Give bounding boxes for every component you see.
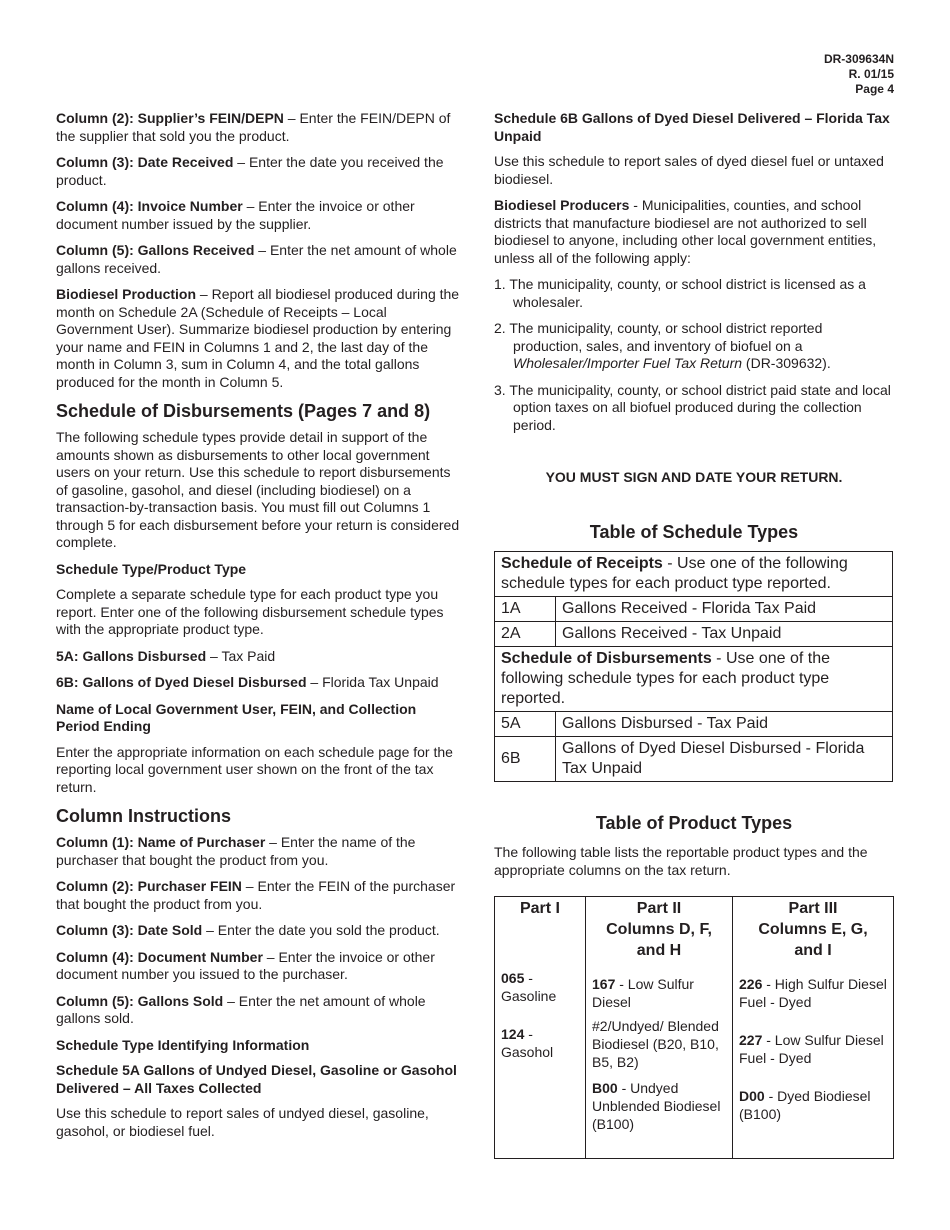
- term: Column (5): Gallons Sold: [56, 992, 224, 1009]
- schedule-6b-use: Use this schedule to report sales of dyed diesel fuel or untaxed biodiesel.: [494, 153, 884, 187]
- product-name: - Gasoline: [501, 970, 557, 1004]
- page-number: Page 4: [855, 82, 894, 96]
- schedule-description: Gallons Received - Florida Tax Paid: [556, 597, 893, 622]
- term: Biodiesel Producers: [494, 197, 630, 213]
- condition-1: 1. The municipality, county, or school district is licensed as a wholesaler.: [494, 276, 866, 310]
- term: Column (2): Supplier’s FEIN/DEPN: [56, 110, 284, 126]
- form-number: DR-309634N: [823, 52, 894, 66]
- text: – Enter the net amount of whole gallons sold.: [56, 992, 426, 1026]
- header-text: Part III: [788, 900, 838, 917]
- schedule-5a-use: Use this schedule to report sales of undyed diesel, gasoline, gasohol, or biodiesel fuel.: [56, 1105, 429, 1139]
- text: 2. The municipality, county, or school district reported production, sales, and inventory of biofuel on a: [494, 320, 823, 354]
- term: 6B: Gallons of Dyed Diesel Disbursed: [56, 674, 307, 690]
- term: Column (4): Invoice Number: [56, 198, 243, 214]
- table-row: [495, 597, 893, 622]
- schedule-types-title: Table of Schedule Types: [589, 522, 799, 542]
- term: Column (3): Date Sold: [56, 922, 203, 938]
- table-row: [495, 712, 893, 737]
- product-name: - Low Sulfur Diesel: [592, 976, 694, 1010]
- term: Schedule of Disbursements: [501, 650, 712, 667]
- condition-2: [494, 320, 894, 373]
- receipts-header-cell: [495, 552, 893, 597]
- disbursements-text: The following schedule types provide detail in support of the amounts shown as disbursements to other local government users on your return. Use this schedule to report disbursements of gasoline, gasohol, and diesel (including biodiesel) on a transaction-by-transaction basis. You must fill out Columns 1 through 5 for each disbursement before your return is considered complete.: [56, 429, 460, 550]
- product-entry: #2/Undyed/ Blended Biodiesel (B20, B10, B5, B2): [592, 1018, 719, 1070]
- term: Column (2): Purchaser FEIN: [56, 878, 242, 894]
- header-text: and I: [794, 942, 832, 959]
- column-header: [739, 897, 887, 961]
- schedule-6b-line: [56, 674, 460, 692]
- product-code: 226: [739, 976, 763, 992]
- part-3-column: [733, 897, 894, 1159]
- table-row: [495, 552, 893, 597]
- product-name: - Gasohol: [501, 1026, 554, 1060]
- product-entry: [501, 1025, 579, 1061]
- text: – Enter the FEIN/DEPN of the supplier that sold you the product.: [56, 110, 451, 144]
- schedule-5a-heading: Schedule 5A Gallons of Undyed Diesel, Gasoline or Gasohol Delivered – All Taxes Collected: [56, 1062, 457, 1096]
- schedule-code: 5A: [495, 712, 556, 737]
- text: - Use one of the following schedule types for each product type reported.: [501, 555, 848, 592]
- text: – Enter the name of the purchaser that bought the product from you.: [56, 834, 416, 868]
- text: (DR-309632).: [742, 355, 831, 371]
- date-received-instruction: [56, 154, 460, 189]
- product-name: - Dyed Biodiesel (B100): [739, 1088, 871, 1122]
- product-name: - High Sulfur Diesel Fuel - Dyed: [739, 976, 887, 1010]
- schedule-code: 1A: [495, 597, 556, 622]
- product-entry: [592, 975, 726, 1011]
- product-code: B00: [592, 1080, 618, 1096]
- text: – Enter the date you sold the product.: [202, 922, 440, 938]
- term: Schedule of Receipts: [501, 555, 663, 572]
- part-2-column: [586, 897, 733, 1159]
- sign-notice: YOU MUST SIGN AND DATE YOUR RETURN.: [545, 469, 843, 485]
- product-code: 065: [501, 970, 525, 986]
- header-text: Part II: [636, 900, 682, 917]
- left-column: [56, 110, 460, 1149]
- document-number-instruction: [56, 949, 460, 984]
- text: – Enter the invoice or other document number you issued to the purchaser.: [56, 948, 435, 982]
- form-identifier: [824, 52, 894, 97]
- term: 5A: Gallons Disbursed: [56, 647, 207, 664]
- supplier-fein-instruction: [56, 110, 460, 145]
- header-text: Part I: [519, 900, 560, 917]
- schedule-code: 2A: [495, 622, 556, 647]
- disbursements-header-cell: [495, 647, 893, 712]
- schedule-type-identifying-heading: Schedule Type Identifying Information: [56, 1036, 310, 1053]
- term: Biodiesel Production: [56, 286, 197, 302]
- text: – Enter the date you received the product.: [56, 154, 444, 188]
- text: - Municipalities, counties, and school districts that manufacture biodiesel are not authorized to sell biodiesel to anyone, including other local government entities, unless all of the following apply:: [494, 197, 877, 266]
- schedule-5a-line: [56, 648, 460, 666]
- table-row: [495, 737, 893, 782]
- header-text: Columns D, F,: [606, 921, 712, 938]
- term: Column (1): Name of Purchaser: [56, 834, 266, 850]
- text: – Enter the FEIN of the purchaser that bought the product from you.: [56, 878, 456, 912]
- schedule-description: Gallons Received - Tax Unpaid: [556, 622, 893, 647]
- part-1-column: [495, 897, 586, 1159]
- product-name: - Low Sulfur Diesel Fuel - Dyed: [739, 1032, 884, 1066]
- text: – Tax Paid: [206, 647, 276, 664]
- product-entry: [739, 1087, 887, 1123]
- product-types-table: [494, 896, 894, 1159]
- disbursements-heading: Schedule of Disbursements (Pages 7 and 8): [56, 401, 431, 421]
- column-header: [501, 897, 579, 919]
- schedule-type-text: Complete a separate schedule type for each product type you report. Enter one of the following disbursement schedule types with the appropriate product type.: [56, 586, 444, 637]
- right-column: [494, 110, 894, 1159]
- gallons-sold-instruction: [56, 993, 460, 1028]
- biodiesel-production-instruction: [56, 286, 460, 391]
- schedule-types-table: [494, 551, 893, 782]
- text: – Enter the invoice or other document number issued by the supplier.: [56, 198, 415, 232]
- product-entry: [739, 975, 887, 1011]
- term: Column (4): Document Number: [56, 948, 263, 965]
- product-name: - Undyed Unblended Biodiesel (B100): [592, 1080, 721, 1132]
- revision-date: R. 01/15: [848, 67, 894, 81]
- product-entry: [739, 1031, 887, 1067]
- table-row: [495, 647, 893, 712]
- text: – Enter the net amount of whole gallons received.: [56, 242, 457, 276]
- form-title: Wholesaler/Importer Fuel Tax Return: [513, 355, 743, 371]
- condition-3: 3. The municipality, county, or school district paid state and local option taxes on all biofuel produced during the collection period.: [494, 381, 891, 433]
- product-entry: [592, 1079, 726, 1133]
- product-code: 167: [592, 976, 616, 992]
- column-instructions-heading: Column Instructions: [56, 806, 231, 826]
- schedule-code: 6B: [495, 737, 556, 782]
- header-text: and H: [636, 942, 682, 959]
- term: Column (5): Gallons Received: [56, 242, 255, 258]
- text: – Report all biodiesel produced during the month on Schedule 2A (Schedule of Receipts – Local Government User). Summarize biodiesel production by entering your name and FEIN in Columns 1 and 2, the last day of the month in Column 3, sum in Column 4, and the total gallons produced for the month in Column 5.: [56, 286, 460, 390]
- schedule-type-heading: Schedule Type/Product Type: [56, 560, 247, 577]
- product-types-title: Table of Product Types: [595, 813, 793, 833]
- table-row: [495, 622, 893, 647]
- schedule-6b-heading: Schedule 6B Gallons of Dyed Diesel Delivered – Florida Tax Unpaid: [494, 110, 890, 144]
- invoice-number-instruction: [56, 198, 460, 233]
- text: - Use one of the following schedule types for each product type reported.: [501, 650, 831, 707]
- gallons-received-instruction: [56, 242, 460, 277]
- schedule-description: Gallons Disbursed - Tax Paid: [556, 712, 893, 737]
- name-fein-heading: Name of Local Government User, FEIN, and Collection Period Ending: [56, 700, 417, 734]
- table-row: [495, 897, 894, 1159]
- biodiesel-producers-text: [494, 197, 894, 267]
- term: Column (3): Date Received: [56, 154, 234, 170]
- product-code: 124: [501, 1026, 525, 1042]
- column-header: [592, 897, 726, 961]
- purchaser-fein-instruction: [56, 878, 460, 913]
- header-text: Columns E, G,: [758, 921, 868, 938]
- product-code: 227: [739, 1032, 763, 1048]
- name-fein-text: Enter the appropriate information on each schedule page for the reporting local government user shown on the front of the tax return.: [56, 743, 453, 795]
- product-code: D00: [739, 1088, 765, 1104]
- schedule-description: Gallons of Dyed Diesel Disbursed - Florida Tax Unpaid: [556, 737, 893, 782]
- purchaser-name-instruction: [56, 834, 460, 869]
- text: – Florida Tax Unpaid: [306, 674, 439, 690]
- product-entry: [501, 969, 579, 1005]
- date-sold-instruction: [56, 922, 460, 940]
- product-types-intro: The following table lists the reportable product types and the appropriate columns on the tax return.: [494, 844, 868, 878]
